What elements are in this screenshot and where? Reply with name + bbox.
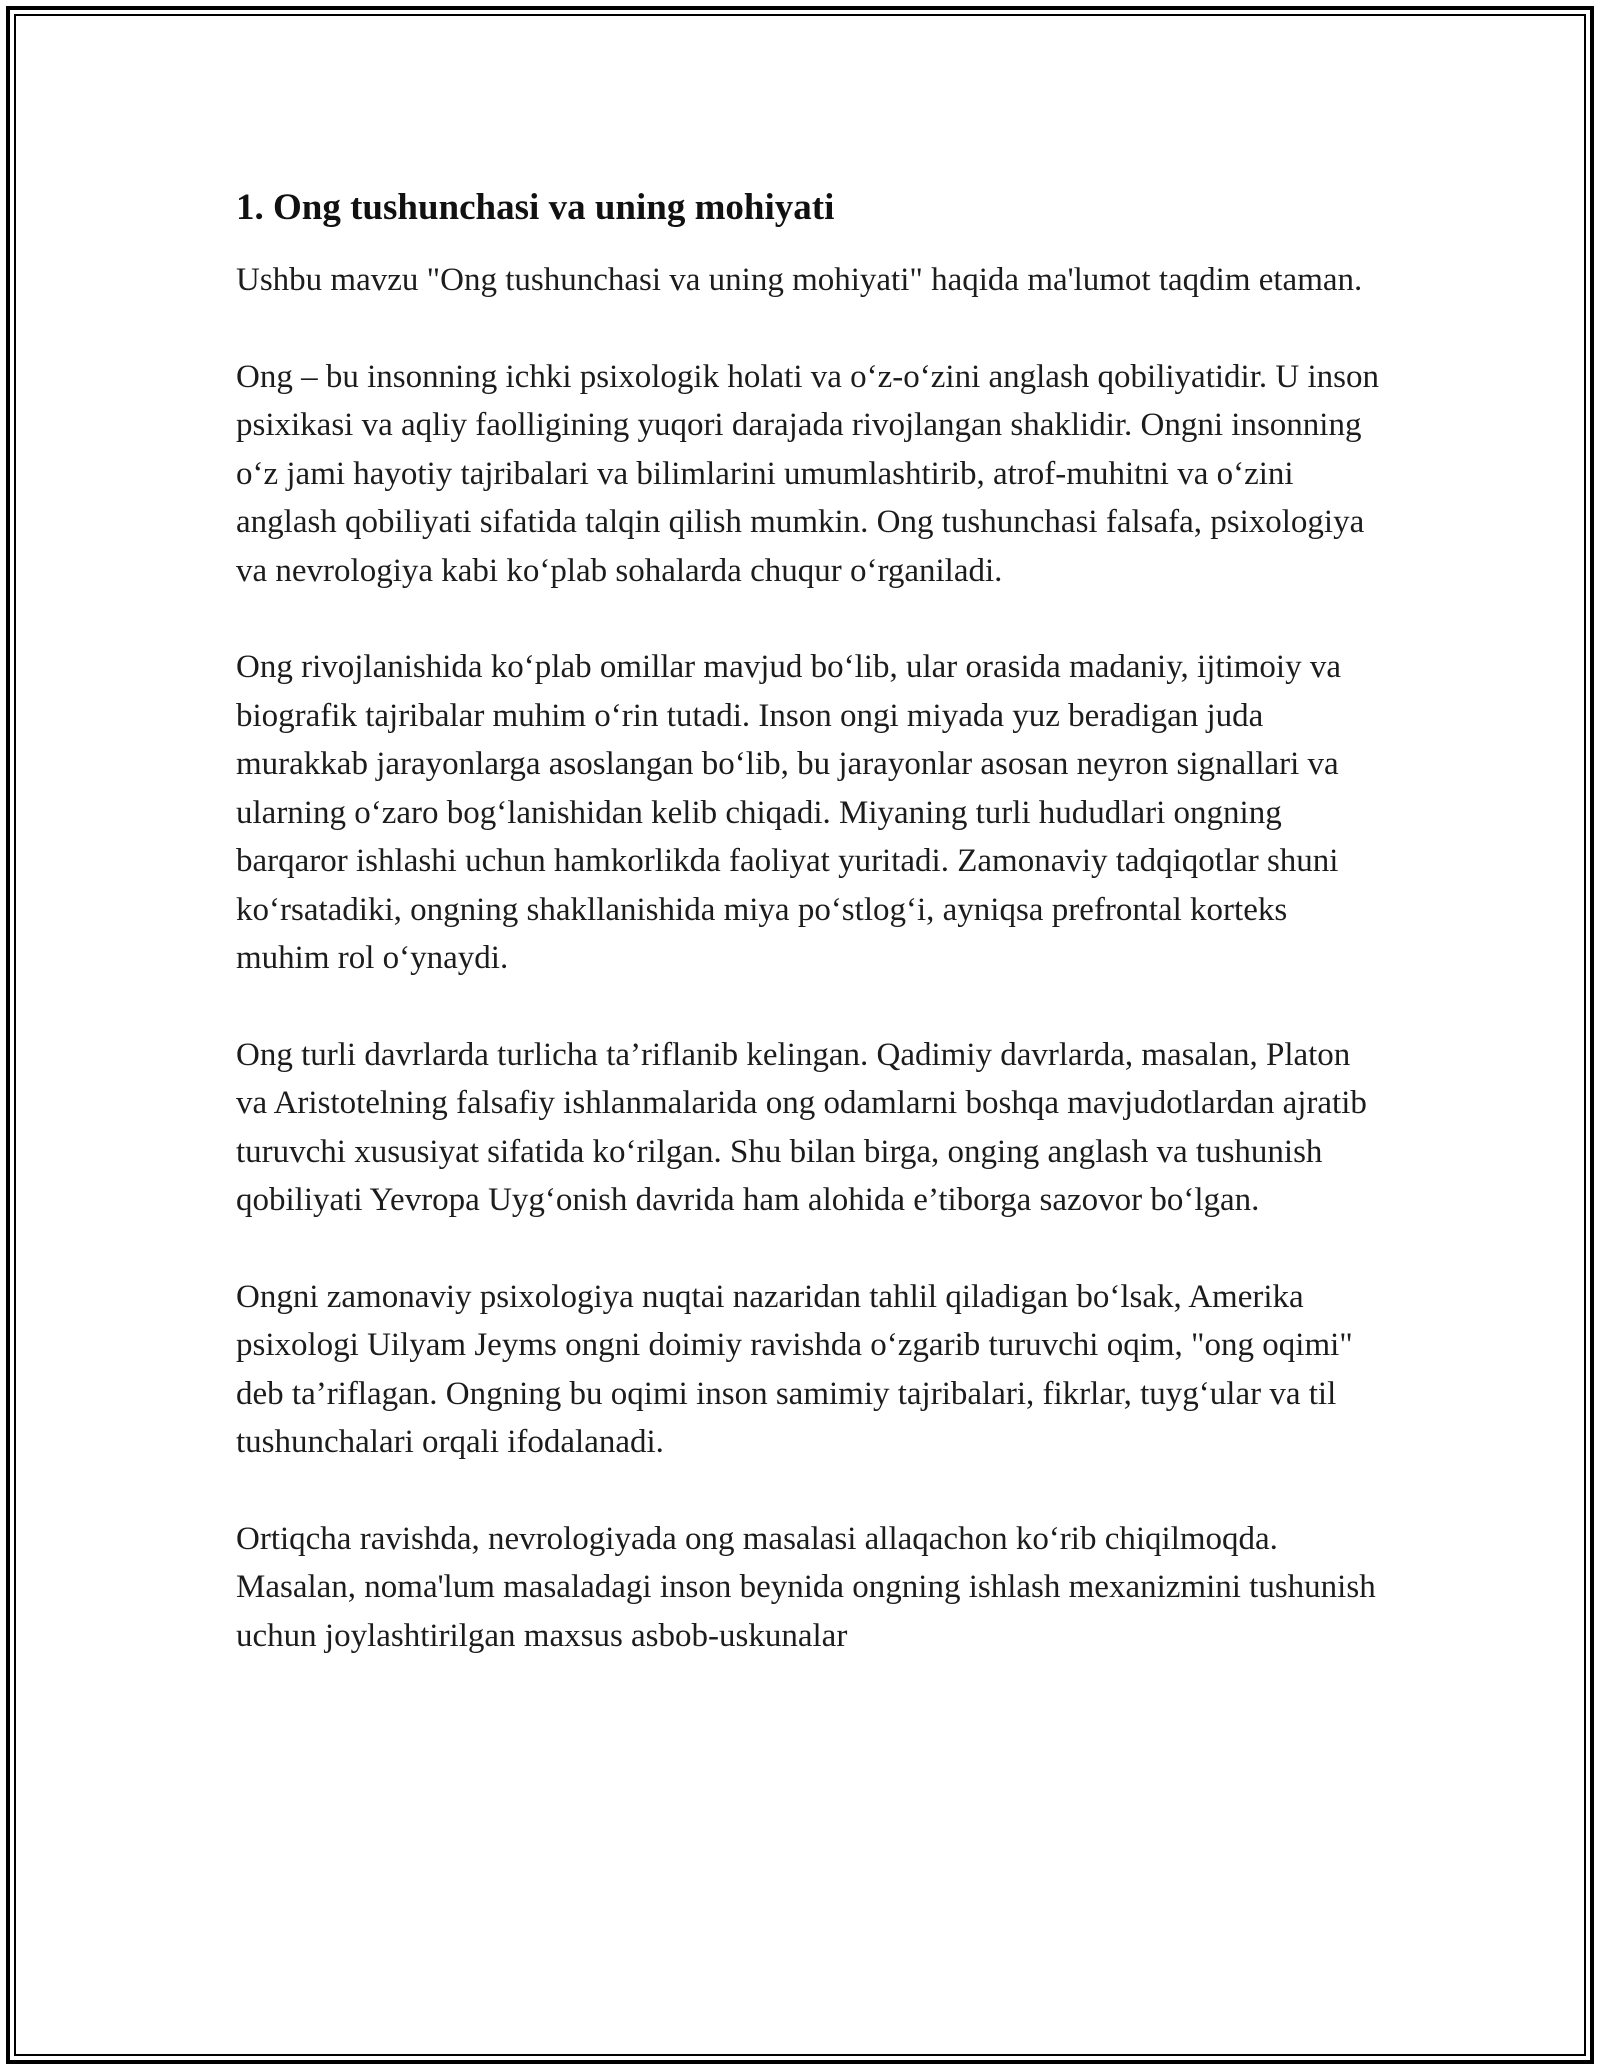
document-body	[236, 186, 1386, 1708]
paragraph-definition: Ong – bu insonning ichki psixologik holati va o‘z-o‘zini anglash qobiliyatidir. U inson psixikasi va aqliy faolligining yuqori darajada rivojlangan shaklidir. Ongni insonning o‘z jami hayotiy tajribalari va bilimlarini umumlashtirib, atrof-muhitni va o‘zini anglash qobiliyati sifatida talqin qilish mumkin. Ong tushunchasi falsafa, psixologiya va nevrologiya kabi ko‘plab sohalarda chuqur o‘rganiladi.	[236, 358, 1379, 589]
paragraph-intro: Ushbu mavzu "Ong tushunchasi va uning mohiyati" haqida ma'lumot taqdim etaman.	[236, 262, 1363, 298]
paragraph-development: Ong rivojlanishida ko‘plab omillar mavjud bo‘lib, ular orasida madaniy, ijtimoiy va biografik tajribalar muhim o‘rin tutadi. Inson ongi miyada yuz beradigan juda murakkab jarayonlarga asoslangan bo‘lib, bu jarayonlar asosan neyron signallari va ularning o‘zaro bog‘lanishidan kelib chiqadi. Miyaning turli hududlari ongning barqaror ishlashi uchun hamkorlikda faoliyat yuritadi. Zamonaviy tadqiqotlar shuni ko‘rsatadiki, ongning shakllanishida miya po‘stlog‘i, ayniqsa prefrontal korteks muhim rol o‘ynaydi.	[236, 649, 1341, 976]
section-heading: 1. Ong tushunchasi va uning mohiyati	[236, 187, 835, 228]
paragraph-psychology: Ongni zamonaviy psixologiya nuqtai nazaridan tahlil qiladigan bo‘lsak, Amerika psixologi Uilyam Jeyms ongni doimiy ravishda o‘zgarib turuvchi oqim, "ong oqimi" deb ta’riflagan. Ongning bu oqimi inson samimiy tajribalari, fikrlar, tuyg‘ular va til tushunchalari orqali ifodalanadi.	[236, 1278, 1353, 1460]
paragraph-history: Ong turli davrlarda turlicha ta’riflanib kelingan. Qadimiy davrlarda, masalan, Platon va Aristotelning falsafiy ishlanmalarida ong odamlarni boshqa mavjudotlardan ajratib turuvchi xususiyat sifatida ko‘rilgan. Shu bilan birga, onging anglash va tushunish qobiliyati Yevropa Uyg‘onish davrida ham alohida e’tiborga sazovor bo‘lgan.	[236, 1036, 1367, 1218]
paragraph-neurology: Ortiqcha ravishda, nevrologiyada ong masalasi allaqachon ko‘rib chiqilmoqda. Masalan, noma'lum masaladagi inson beynida ongning ishlash mexanizmini tushunish uchun joylashtirilgan maxsus asbob-uskunalar	[236, 1520, 1376, 1654]
